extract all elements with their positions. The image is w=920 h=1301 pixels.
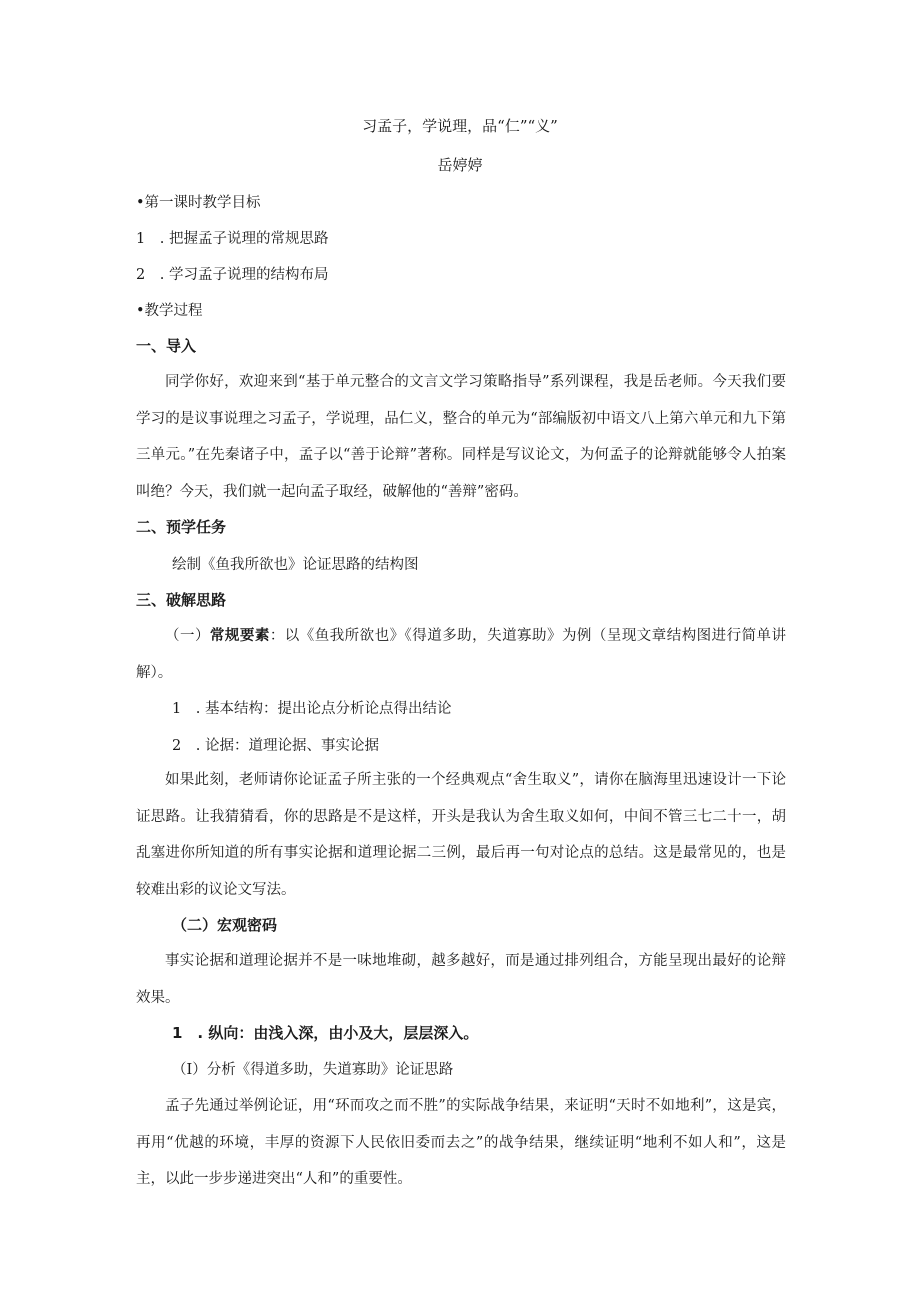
subsection-1-prefix: （一） bbox=[165, 628, 210, 644]
section-3-heading: 三、破解思路 bbox=[136, 591, 227, 609]
document-title: 习孟子，学说理，品“仁”“义” bbox=[362, 117, 558, 135]
section-3-paragraph-2: 事实论据和道理论据并不是一味地堆砌，越多越好，而是通过排列组合，方能呈现出最好的论辩效果。 bbox=[136, 953, 786, 1006]
subsection-1-text: ：以《鱼我所欲也》《得道多助，失道寡助》为例（呈现文章结构图进行简单讲解）。 bbox=[136, 628, 787, 681]
section-2-heading: 二、预学任务 bbox=[136, 518, 227, 536]
structure-item-2: 2 . 论据：道理论据、事实论据 bbox=[172, 738, 379, 754]
vertical-subitem: （I）分析《得道多助，失道寡助》论证思路 bbox=[172, 1062, 454, 1078]
subsection-2-heading: （二）宏观密码 bbox=[172, 916, 278, 934]
section-2-text: 绘制《鱼我所欲也》论证思路的结构图 bbox=[172, 557, 419, 573]
process-heading: •教学过程 bbox=[136, 303, 203, 319]
goal-item-2: 2 . 学习孟子说理的结构布局 bbox=[136, 267, 329, 283]
goal-item-1: 1 . 把握孟子说理的常规思路 bbox=[136, 231, 329, 247]
author-name: 岳婷婷 bbox=[437, 156, 483, 174]
goal-heading: •第一课时教学目标 bbox=[136, 195, 261, 211]
structure-item-1: 1 . 基本结构：提出论点分析论点得出结论 bbox=[172, 701, 452, 717]
vertical-item: 1 . 纵向：由浅入深，由小及大，层层深入。 bbox=[172, 1024, 479, 1042]
section-3-paragraph-1: 如果此刻，老师请你论证孟子所主张的一个经典观点“舍生取义”，请你在脑海里迅速设计一下论证思路。让我猜猜看，你的思路是不是这样，开头是我认为舍生取义如何，中间不管三七二十一，胡乱塞进你所知道的所有事实论据和道理论据二三例，最后再一句对论点的总结。这是最常见的，也是较难出彩的议论文写法。 bbox=[136, 772, 786, 898]
section-1-paragraph: 同学你好，欢迎来到“基于单元整合的文言文学习策略指导”系列课程，我是岳老师。今天我们要学习的是议事说理之习孟子，学说理，品仁义，整合的单元为“部编版初中语文八上第六单元和九下第三单元。”在先秦诸子中，孟子以“善于论辩”著称。同样是写议论文，为何孟子的论辩就能够令人拍案叫绝？今天，我们就一起向孟子取经，破解他的“善辩”密码。 bbox=[136, 374, 786, 500]
section-3-paragraph-3: 孟子先通过举例论证，用“环而攻之而不胜”的实际战争结果，来证明“天时不如地利”，这是宾，再用“优越的环境，丰厚的资源下人民依旧委而去之”的战争结果，继续证明“地利不如人和”，这是主，以此一步步递进突出“人和”的重要性。 bbox=[136, 1098, 786, 1187]
section-1-heading: 一、导入 bbox=[136, 337, 197, 355]
subsection-1 bbox=[136, 618, 786, 691]
subsection-1-title: 常规要素 bbox=[209, 628, 270, 644]
